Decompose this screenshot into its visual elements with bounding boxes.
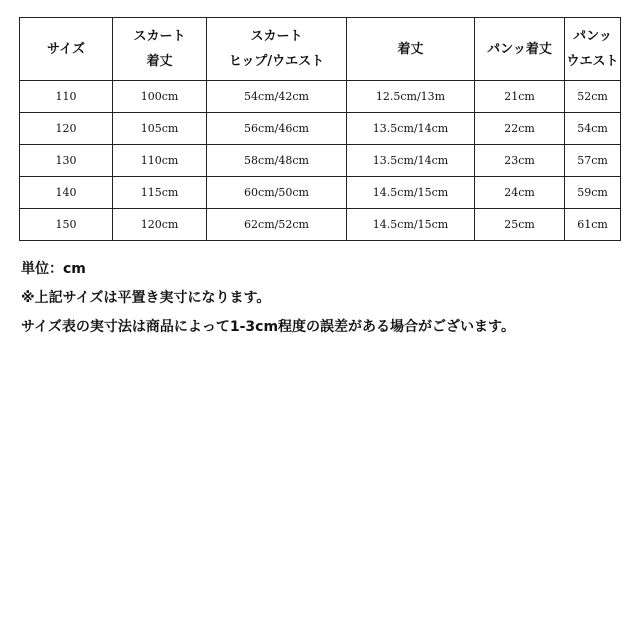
header-line: 着丈	[397, 41, 424, 57]
table-row	[20, 209, 621, 241]
table-cell: 52cm	[565, 81, 621, 113]
header-line: ウエスト	[566, 54, 619, 69]
table-cell: 54cm	[565, 113, 621, 145]
table-cell: 12.5cm/13m	[347, 81, 475, 113]
table-cell: 13.5cm/14cm	[347, 145, 475, 177]
table-cell: 105cm	[113, 113, 207, 145]
tolerance-note: サイズ表の実寸法は商品によって1-3cm程度の誤差がある場合がございます。	[21, 319, 515, 335]
table-cell: 150	[20, 209, 113, 241]
header-line: パンッ着丈	[487, 41, 552, 57]
header-line: スカート	[133, 29, 186, 44]
header-line: 着丈	[146, 54, 173, 69]
table-cell: 25cm	[475, 209, 565, 241]
header-line: サイズ	[47, 41, 85, 57]
table-cell: 13.5cm/14cm	[347, 113, 475, 145]
header-size	[20, 18, 113, 81]
table-cell: 59cm	[565, 177, 621, 209]
table-cell: 56cm/46cm	[207, 113, 347, 145]
header-line: パンッ	[573, 29, 612, 44]
header-line: スカート	[250, 29, 303, 44]
table-cell: 54cm/42cm	[207, 81, 347, 113]
table-row	[20, 81, 621, 113]
table-cell: 120cm	[113, 209, 207, 241]
table-row	[20, 177, 621, 209]
table-cell: 22cm	[475, 113, 565, 145]
table-header-row	[20, 18, 621, 81]
table-cell: 14.5cm/15cm	[347, 177, 475, 209]
table-cell: 110	[20, 81, 113, 113]
header-pants-length	[475, 18, 565, 81]
table-cell: 100cm	[113, 81, 207, 113]
table-row	[20, 145, 621, 177]
flat-measure-note: ※上記サイズは平置き実寸になります。	[21, 290, 271, 306]
unit-note: 単位：cm	[21, 261, 86, 277]
table-cell: 115cm	[113, 177, 207, 209]
size-table	[19, 17, 621, 241]
table-cell: 57cm	[565, 145, 621, 177]
header-length	[347, 18, 475, 81]
table-cell: 58cm/48cm	[207, 145, 347, 177]
table-cell: 60cm/50cm	[207, 177, 347, 209]
table-cell: 61cm	[565, 209, 621, 241]
table-cell: 62cm/52cm	[207, 209, 347, 241]
header-skirt-hip-waist	[207, 18, 347, 81]
header-pants-waist	[565, 18, 621, 81]
table-cell: 110cm	[113, 145, 207, 177]
notes	[21, 255, 631, 342]
table-cell: 24cm	[475, 177, 565, 209]
table-cell: 130	[20, 145, 113, 177]
table-cell: 23cm	[475, 145, 565, 177]
table-cell: 120	[20, 113, 113, 145]
table-row	[20, 113, 621, 145]
table-cell: 14.5cm/15cm	[347, 209, 475, 241]
header-line: ヒップ/ウエスト	[228, 54, 325, 69]
header-skirt-length	[113, 18, 207, 81]
table-cell: 140	[20, 177, 113, 209]
table-cell: 21cm	[475, 81, 565, 113]
